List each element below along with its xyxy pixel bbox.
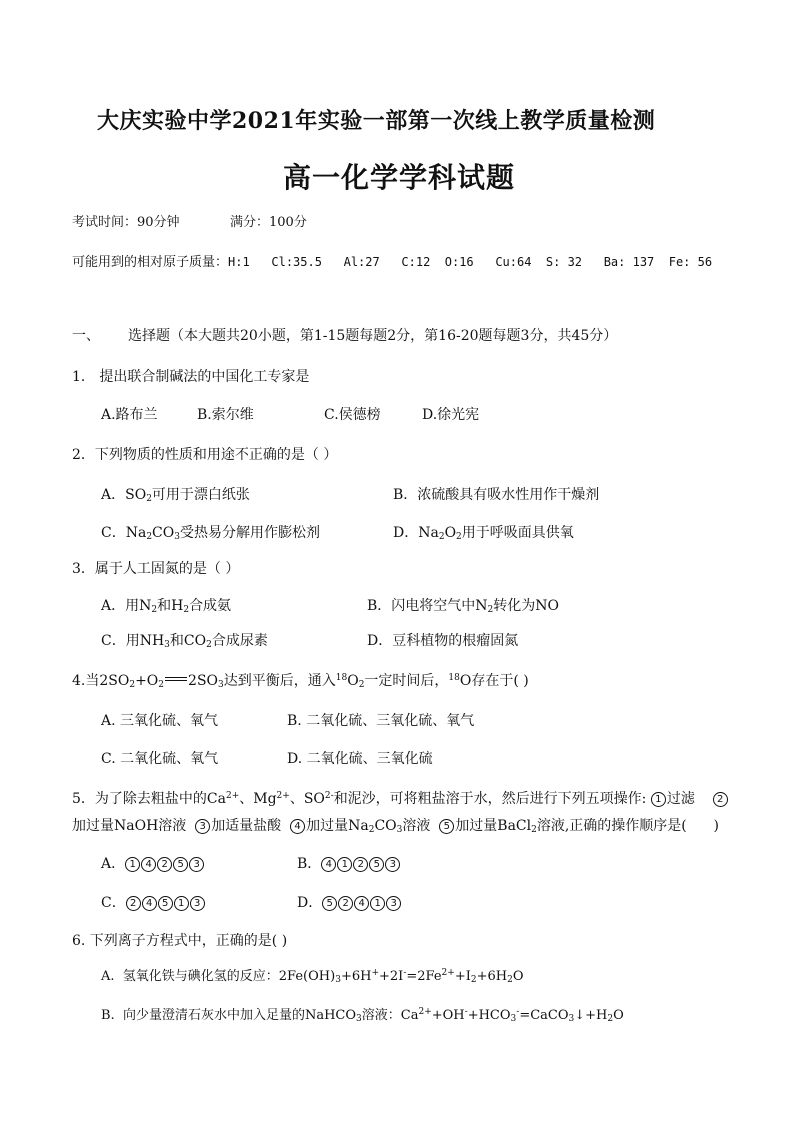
atomic-mass-label: 可能用到的相对原子质量：: [72, 255, 229, 270]
question-5-stem-line-1: 5．为了除去粗盐中的$Ca^{2+}$、$Mg^{2+}$、$SO^{2-}$和泥沙，可将粗盐溶于水，然后进行下列五项操作: 1 过滤 2: [72, 788, 729, 808]
question-6-stem: 6. 下列离子方程式中，正确的是( ): [72, 933, 288, 949]
question-5-option-a: A． 1 4 2 5 3: [101, 853, 205, 873]
question-2-option-b: B．浓硫酸具有吸水性用作干燥剂: [393, 487, 600, 503]
section-title: 选择题（本大题共20小题，第1-15题每题2分，第16-20题每题3分，共45分）: [128, 328, 618, 344]
question-4-option-a: A. 三氧化硫、氧气: [101, 713, 219, 729]
question-1-option-d: D.徐光宪: [422, 407, 480, 423]
question-3-stem: 3．属于人工固氮的是（ ）: [72, 561, 240, 577]
question-3-option-d: D．豆科植物的根瘤固氮: [367, 633, 519, 649]
question-5-option-c: C． 2 4 5 1 3: [101, 892, 206, 912]
question-5-stem-line-2: 加过量NaOH溶液 3 加适量盐酸 4 加过量$Na_2CO_3$溶液 5 加过量BaCl$_2$溶液,正确的操作顺序是( ): [72, 818, 719, 835]
question-4-option-b: B. 二氧化硫、三氧化硫、氧气: [287, 713, 475, 729]
question-1-option-c: C.侯德榜: [324, 407, 381, 423]
atomic-mass-line: [72, 251, 712, 270]
question-2-stem: 2．下列物质的性质和用途不正确的是（ ）: [72, 447, 338, 463]
question-5-option-d: D． 5 2 4 1 3: [297, 892, 402, 912]
question-6-option-a: A. 氢氧化铁与碘化氢的反应：$2Fe(OH)_3+6H^++2I^-=2Fe^{2+}+I_2+6H_2O$: [101, 968, 524, 985]
question-4-stem: 4.当$2SO_2+O_2$ $2SO_3$达到平衡后，通入$^{18}O_2$一定时间后，$^{18}$O存在于( ): [72, 673, 529, 690]
question-5-option-b: B． 4 1 2 5 3: [297, 853, 401, 873]
question-3-option-a: A．用$N_2$和$H_2$合成氨: [101, 598, 232, 615]
question-2-option-d: D．$Na_2O_2$用于呼吸面具供氧: [393, 525, 574, 542]
question-3-option-c: C．用$NH_3$和$CO_2$合成尿素: [101, 633, 268, 650]
question-4-option-c: C. 二氧化硫、氧气: [101, 751, 219, 767]
question-6-option-b: B. 向少量澄清石灰水中加入足量的NaHCO$_3$溶液：$Ca^{2+}+OH^-+HCO_3^-=CaCO_3↓+H_2O$: [101, 1007, 624, 1024]
exam-time: 考试时间：90分钟: [72, 215, 180, 230]
question-2-option-a: A．$SO_2$可用于漂白纸张: [101, 487, 250, 504]
question-1-stem: 1． 提出联合制碱法的中国化工专家是: [72, 369, 310, 385]
equilibrium-arrow-icon: [165, 675, 187, 683]
exam-subtitle: 高一化学学科试题: [283, 161, 516, 194]
question-4-option-d: D. 二氧化硫、三氧化硫: [287, 751, 433, 767]
question-3-option-b: B．闪电将空气中$N_2$转化为NO: [367, 598, 560, 615]
section-number: 一、: [72, 328, 100, 344]
exam-title: 大庆实验中学2021年实验一部第一次线上教学质量检测: [97, 108, 656, 134]
exam-full-score: 满分：100分: [230, 215, 307, 230]
question-1-option-b: B.索尔维: [197, 407, 254, 423]
question-1-option-a: A.路布兰: [101, 407, 158, 423]
atomic-mass-values: H:1 Cl:35.5 Al:27 C:12 O:16 Cu:64 S: 32 Ba: 137 Fe: 56: [228, 255, 713, 269]
question-2-option-c: C．$Na_2CO_3$受热易分解用作膨松剂: [101, 525, 320, 542]
